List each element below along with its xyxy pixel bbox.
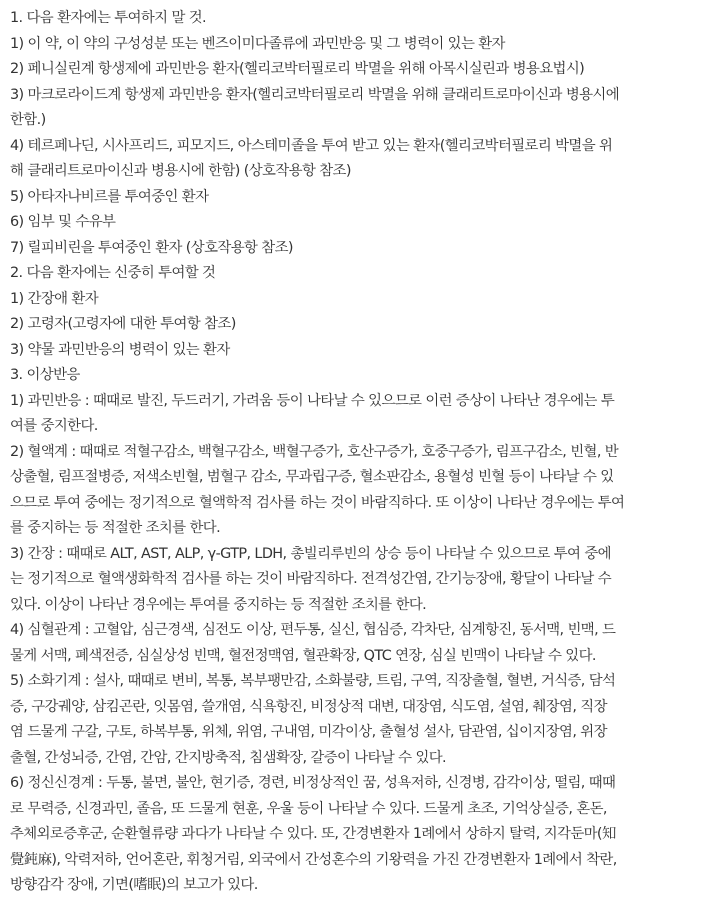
text-line: 1) 과민반응 : 때때로 발진, 두드러기, 가려움 등이 나타날 수 있으므로 이런 증상이 나타난 경우에는 투	[10, 392, 615, 409]
text-line: 2) 고령자(고령자에 대한 투여항 참조)	[10, 316, 236, 332]
text-line: 2) 혈액계 : 때때로 적혈구감소, 백혈구감소, 백혈구증가, 호산구증가, 호중구증가, 림프구감소, 빈혈, 반	[10, 443, 619, 460]
text-line: 3) 마크로라이드계 항생제 과민반응 환자(헬리코박터필로리 박멸을 위해 클래리트로마이신과 병용시에	[10, 86, 620, 103]
text-line: 증, 구강궤양, 삼킴곤란, 잇몸염, 쓸개염, 식욕항진, 비정상적 대변, 대장염, 식도염, 설염, 췌장염, 직장	[10, 698, 607, 715]
text-line: 해 클래리트로마이신과 병용시에 한함) (상호작용항 참조)	[10, 163, 351, 179]
text-line: 한함.)	[10, 112, 46, 128]
text-line: 출혈, 간성뇌증, 간염, 간암, 간지방축적, 침샘확장, 갈증이 나타날 수 있다.	[10, 749, 447, 766]
text-line: 3) 약물 과민반응의 병력이 있는 환자	[10, 341, 230, 358]
text-line: 覺鈍麻), 악력저하, 언어혼란, 휘청거림, 외국에서 간성혼수의 기왕력을 가진 간경변환자 1례에서 착란,	[10, 851, 617, 868]
text-line: 추체외로증후군, 순환혈류량 과다가 나타날 수 있다. 또, 간경변환자 1례에서 상하지 탈력, 지각둔마(知	[10, 826, 616, 842]
text-line: 3) 간장 : 때때로 ALT, AST, ALP, γ-GTP, LDH, 총빌리루빈의 상승 등이 나타날 수 있으므로 투여 중에	[10, 545, 611, 562]
text-line: 5) 소화기계 : 설사, 때때로 변비, 복통, 복부팽만감, 소화불량, 트림, 구역, 직장출혈, 혈변, 거식증, 담석	[10, 673, 616, 689]
text-line: 있다. 이상이 나타난 경우에는 투여를 중지하는 등 적절한 조치를 한다.	[10, 596, 427, 613]
text-line: 는 정기적으로 혈액생화학적 검사를 하는 것이 바람직하다. 전격성간염, 간기능장애, 황달이 나타날 수	[10, 571, 612, 587]
text-line: 방향감각 장애, 기면(嗜眠)의 보고가 있다.	[10, 877, 258, 893]
document-text-block	[10, 6, 700, 899]
text-line: 7) 릴피비린을 투여중인 환자 (상호작용항 참조)	[10, 239, 293, 256]
text-line: 2) 페니실린계 항생제에 과민반응 환자(헬리코박터필로리 박멸을 위해 아목시실린과 병용요법시)	[10, 61, 585, 77]
text-line: 으므로 투여 중에는 정기적으로 혈액학적 검사를 하는 것이 바람직하다. 또 이상이 나타난 경우에는 투여	[10, 494, 625, 511]
text-line: 물게 서맥, 폐색전증, 심실상성 빈맥, 혈전정맥염, 혈관확장, QTC 연장, 심실 빈맥이 나타날 수 있다.	[10, 647, 596, 664]
text-line: 6) 임부 및 수유부	[10, 214, 116, 230]
text-line: 2. 다음 환자에는 신중히 투여할 것	[10, 265, 216, 281]
text-line: 를 중지하는 등 적절한 조치를 한다.	[10, 520, 221, 536]
text-line: 6) 정신신경계 : 두통, 불면, 불안, 현기증, 경련, 비정상적인 꿈, 성욕저하, 신경병, 감각이상, 떨림, 때때	[10, 775, 616, 791]
text-line: 로 무력증, 신경과민, 졸음, 또 드물게 현훈, 우울 등이 나타날 수 있다. 드물게 초조, 기억상실증, 혼돈,	[10, 800, 607, 817]
text-line: 상출혈, 림프절병증, 저색소빈혈, 범혈구 감소, 무과립구증, 혈소판감소, 용혈성 빈혈 등이 나타날 수 있	[10, 469, 614, 485]
text-line: 4) 심혈관계 : 고혈압, 심근경색, 심전도 이상, 편두통, 실신, 협심증, 각차단, 심계항진, 동서맥, 빈맥, 드	[10, 622, 616, 638]
text-line: 염 드물게 구갈, 구토, 하복부통, 위체, 위염, 구내염, 미각이상, 출혈성 설사, 담관염, 십이지장염, 위장	[10, 724, 607, 740]
text-line: 5) 아타자나비르를 투여중인 환자	[10, 188, 209, 205]
text-line: 4) 테르페나딘, 시사프리드, 피모지드, 아스테미졸을 투여 받고 있는 환자(헬리코박터필로리 박멸을 위	[10, 137, 613, 154]
text-line: 여를 중지한다.	[10, 418, 98, 434]
text-line: 1) 간장애 환자	[10, 290, 99, 307]
text-line: 1) 이 약, 이 약의 구성성분 또는 벤즈이미다졸류에 과민반응 및 그 병력이 있는 환자	[10, 35, 505, 52]
text-line: 3. 이상반응	[10, 367, 80, 383]
text-line: 1. 다음 환자에는 투여하지 말 것.	[10, 10, 206, 26]
